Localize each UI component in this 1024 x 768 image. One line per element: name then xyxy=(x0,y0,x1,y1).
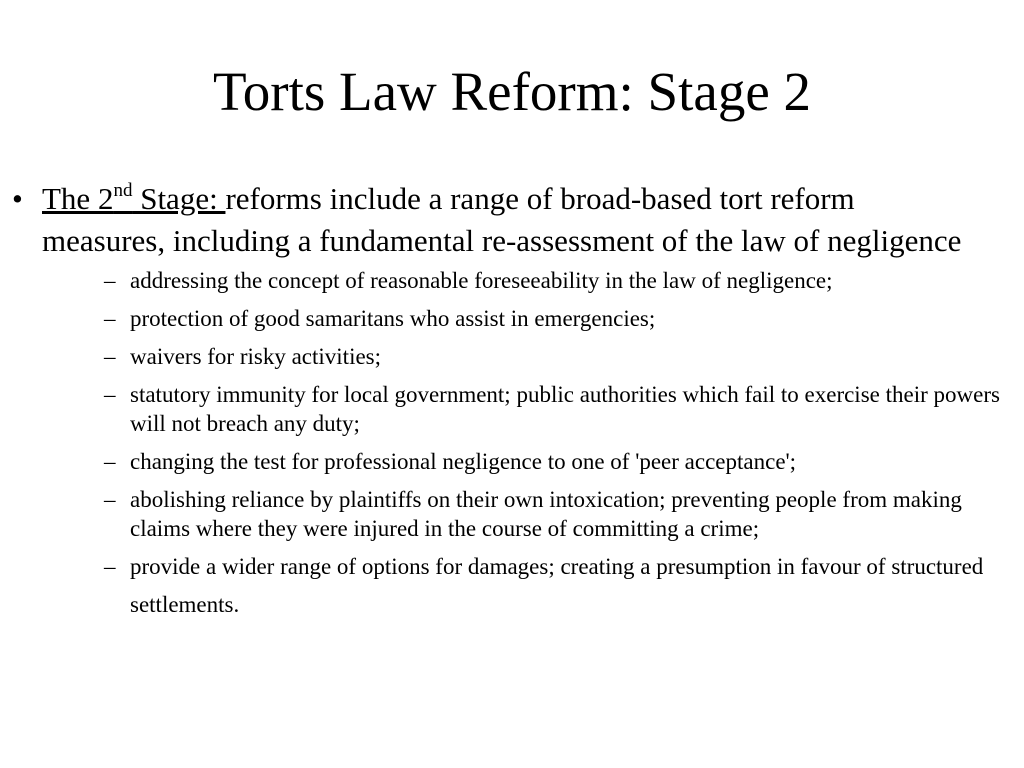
sub-bullet-item xyxy=(42,266,1010,295)
sub-bullet-text: abolishing reliance by plaintiffs on their own intoxication; preventing people from making claims where they were injured in the course of committing a crime; xyxy=(130,487,962,541)
sub-bullet-text: waivers for risky activities; xyxy=(130,344,382,369)
dash-marker: – xyxy=(104,344,116,369)
dash-marker: – xyxy=(104,487,116,512)
sub-bullet-item xyxy=(42,548,1010,624)
sub-bullet-item xyxy=(42,304,1010,333)
dash-marker: – xyxy=(104,268,116,293)
sub-bullet-item xyxy=(42,380,1010,438)
dash-marker: – xyxy=(104,306,116,331)
sub-bullet-text: statutory immunity for local government; public authorities which fail to exercise their powers will not breach any duty; xyxy=(130,382,1000,436)
sub-bullet-item xyxy=(42,447,1010,476)
dash-marker: – xyxy=(104,449,116,474)
sub-bullet-list xyxy=(42,266,1000,624)
stage-label-superscript: nd xyxy=(113,179,133,201)
stage-label-suffix: Stage: xyxy=(132,181,226,216)
main-bullet-body: reforms include a range of broad-based tort reform measures, including a fundamental re-assessment of the law of negligence xyxy=(42,181,962,258)
stage-label xyxy=(42,181,225,216)
sub-bullet-item xyxy=(42,342,1010,371)
dash-marker: – xyxy=(104,382,116,407)
sub-bullet-text: changing the test for professional negligence to one of 'peer acceptance'; xyxy=(130,449,797,474)
dash-marker: – xyxy=(104,554,116,579)
sub-bullet-text: addressing the concept of reasonable foreseeability in the law of negligence; xyxy=(130,268,833,293)
stage-label-text: The 2 xyxy=(42,181,114,216)
sub-bullet-text: protection of good samaritans who assist in emergencies; xyxy=(130,306,656,331)
sub-bullet-item xyxy=(42,485,1010,543)
slide-title: Torts Law Reform: Stage 2 xyxy=(213,61,811,122)
bullet-marker: • xyxy=(12,181,23,216)
main-bullet-item xyxy=(0,178,1000,624)
sub-bullet-text: provide a wider range of options for damages; creating a presumption in favour of structured settlements. xyxy=(130,554,984,617)
main-bullet-list xyxy=(0,178,1024,633)
